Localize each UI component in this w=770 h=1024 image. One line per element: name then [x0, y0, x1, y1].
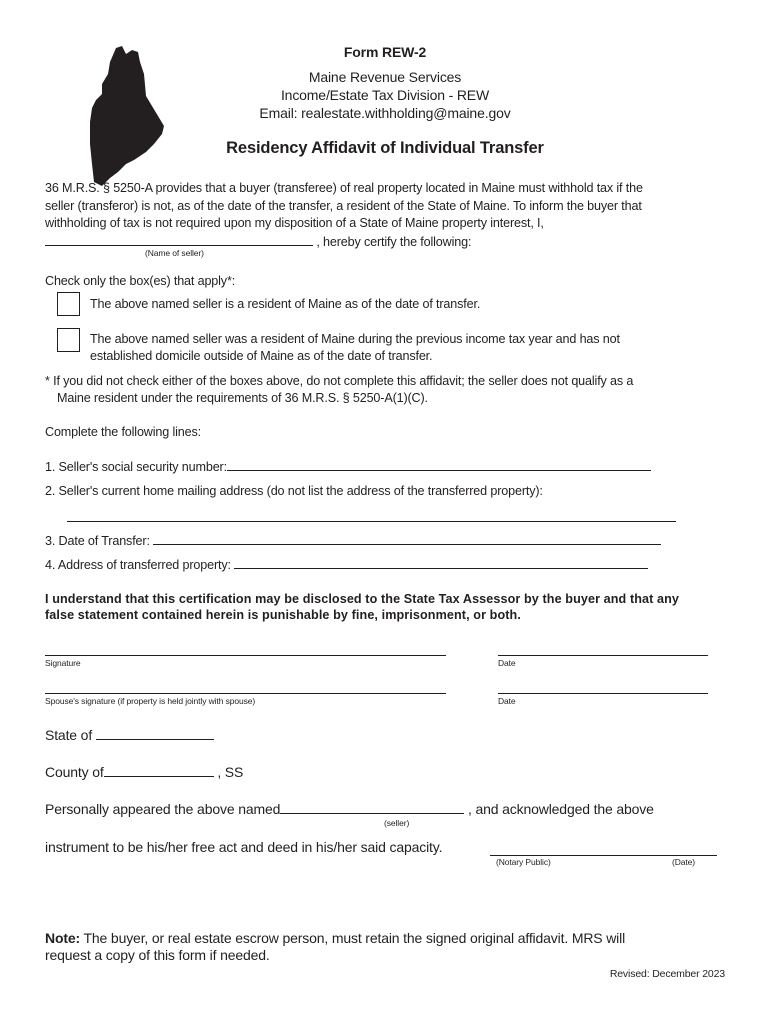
note-line-2: request a copy of this form if needed. — [45, 947, 270, 963]
note-line-1: The buyer, or real estate escrow person, must retain the signed original affidavit. MRS will — [80, 930, 626, 946]
check-note-line-2: Maine resident under the requirements of 36 M.R.S. § 5250-A(1)(C). — [57, 391, 428, 405]
appeared-label: Personally appeared the above named — [45, 801, 281, 817]
spouse-date-field[interactable] — [498, 693, 708, 694]
mailing-address-label: 2. Seller's current home mailing address (do not list the address of the transferred property): — [45, 484, 543, 498]
mailing-address-field[interactable] — [67, 521, 676, 522]
note-label: Note: — [45, 930, 81, 946]
state-label: State of — [45, 727, 93, 743]
spouse-signature-label: Spouse's signature (if property is held jointly with spouse) — [45, 696, 256, 706]
ssn-field[interactable] — [227, 458, 651, 471]
resident-checkbox[interactable] — [57, 292, 80, 316]
seller-name-field[interactable] — [45, 233, 313, 246]
county-field[interactable] — [104, 764, 214, 777]
transfer-date-label: 3. Date of Transfer: — [45, 534, 150, 548]
prior-year-resident-checkbox[interactable] — [57, 328, 80, 352]
ssn-label: 1. Seller's social security number: — [45, 460, 227, 474]
signature-field[interactable] — [45, 655, 446, 656]
transfer-date-field[interactable] — [153, 532, 661, 545]
intro-line-1: 36 M.R.S. § 5250-A provides that a buyer (transferee) of real property located in Maine must withhold tax if the — [45, 181, 643, 195]
signature-date-label: Date — [498, 658, 516, 668]
option-2-line-1: The above named seller was a resident of Maine during the previous income tax year and has not — [90, 332, 620, 346]
check-note-line-1: * If you did not check either of the boxes above, do not complete this affidavit; the seller does not qualify as a — [45, 374, 634, 388]
property-address-field[interactable] — [234, 556, 648, 569]
lines-heading: Complete the following lines: — [45, 425, 201, 439]
division-name: Income/Estate Tax Division - REW — [280, 87, 490, 103]
page-title: Residency Affidavit of Individual Transfer — [226, 139, 544, 157]
intro-line-3: withholding of tax is not required upon my disposition of a State of Maine property interest, I, — [45, 216, 544, 230]
option-2-line-2: established domicile outside of Maine as of the date of transfer. — [90, 349, 433, 363]
revision-date: Revised: December 2023 — [609, 968, 725, 980]
certification-line-1: I understand that this certification may be disclosed to the State Tax Assessor by the buyer and that any — [45, 592, 680, 606]
state-field[interactable] — [96, 727, 214, 740]
notary-signature-field[interactable] — [490, 855, 717, 856]
ss-label: , SS — [217, 764, 244, 780]
option-1-text: The above named seller is a resident of Maine as of the date of transfer. — [90, 297, 481, 311]
notary-date-label: (Date) — [672, 857, 696, 867]
check-heading: Check only the box(es) that apply*: — [45, 274, 236, 288]
spouse-date-label: Date — [498, 696, 516, 706]
seller-label: (seller) — [384, 818, 410, 828]
appeared-seller-field[interactable] — [280, 801, 464, 814]
seller-name-label: (Name of seller) — [145, 248, 204, 258]
intro-line-4: , hereby certify the following: — [316, 235, 472, 249]
agency-name: Maine Revenue Services — [308, 69, 462, 85]
contact-email: Email: realestate.withholding@maine.gov — [259, 105, 511, 121]
signature-date-field[interactable] — [498, 655, 708, 656]
notary-public-label: (Notary Public) — [496, 857, 551, 867]
signature-label: Signature — [45, 658, 81, 668]
form-id: Form REW-2 — [343, 44, 427, 60]
acknowledged-label: , and acknowledged the above — [468, 801, 654, 817]
spouse-signature-field[interactable] — [45, 693, 446, 694]
certification-line-2: false statement contained herein is punishable by fine, imprisonment, or both. — [45, 608, 521, 622]
county-label: County of — [45, 764, 104, 780]
intro-line-2: seller (transferor) is not, as of the date of the transfer, a resident of the State of Maine. To inform the buyer that — [45, 199, 642, 213]
property-address-label: 4. Address of transferred property: — [45, 558, 231, 572]
instrument-text: instrument to be his/her free act and deed in his/her said capacity. — [45, 839, 443, 855]
